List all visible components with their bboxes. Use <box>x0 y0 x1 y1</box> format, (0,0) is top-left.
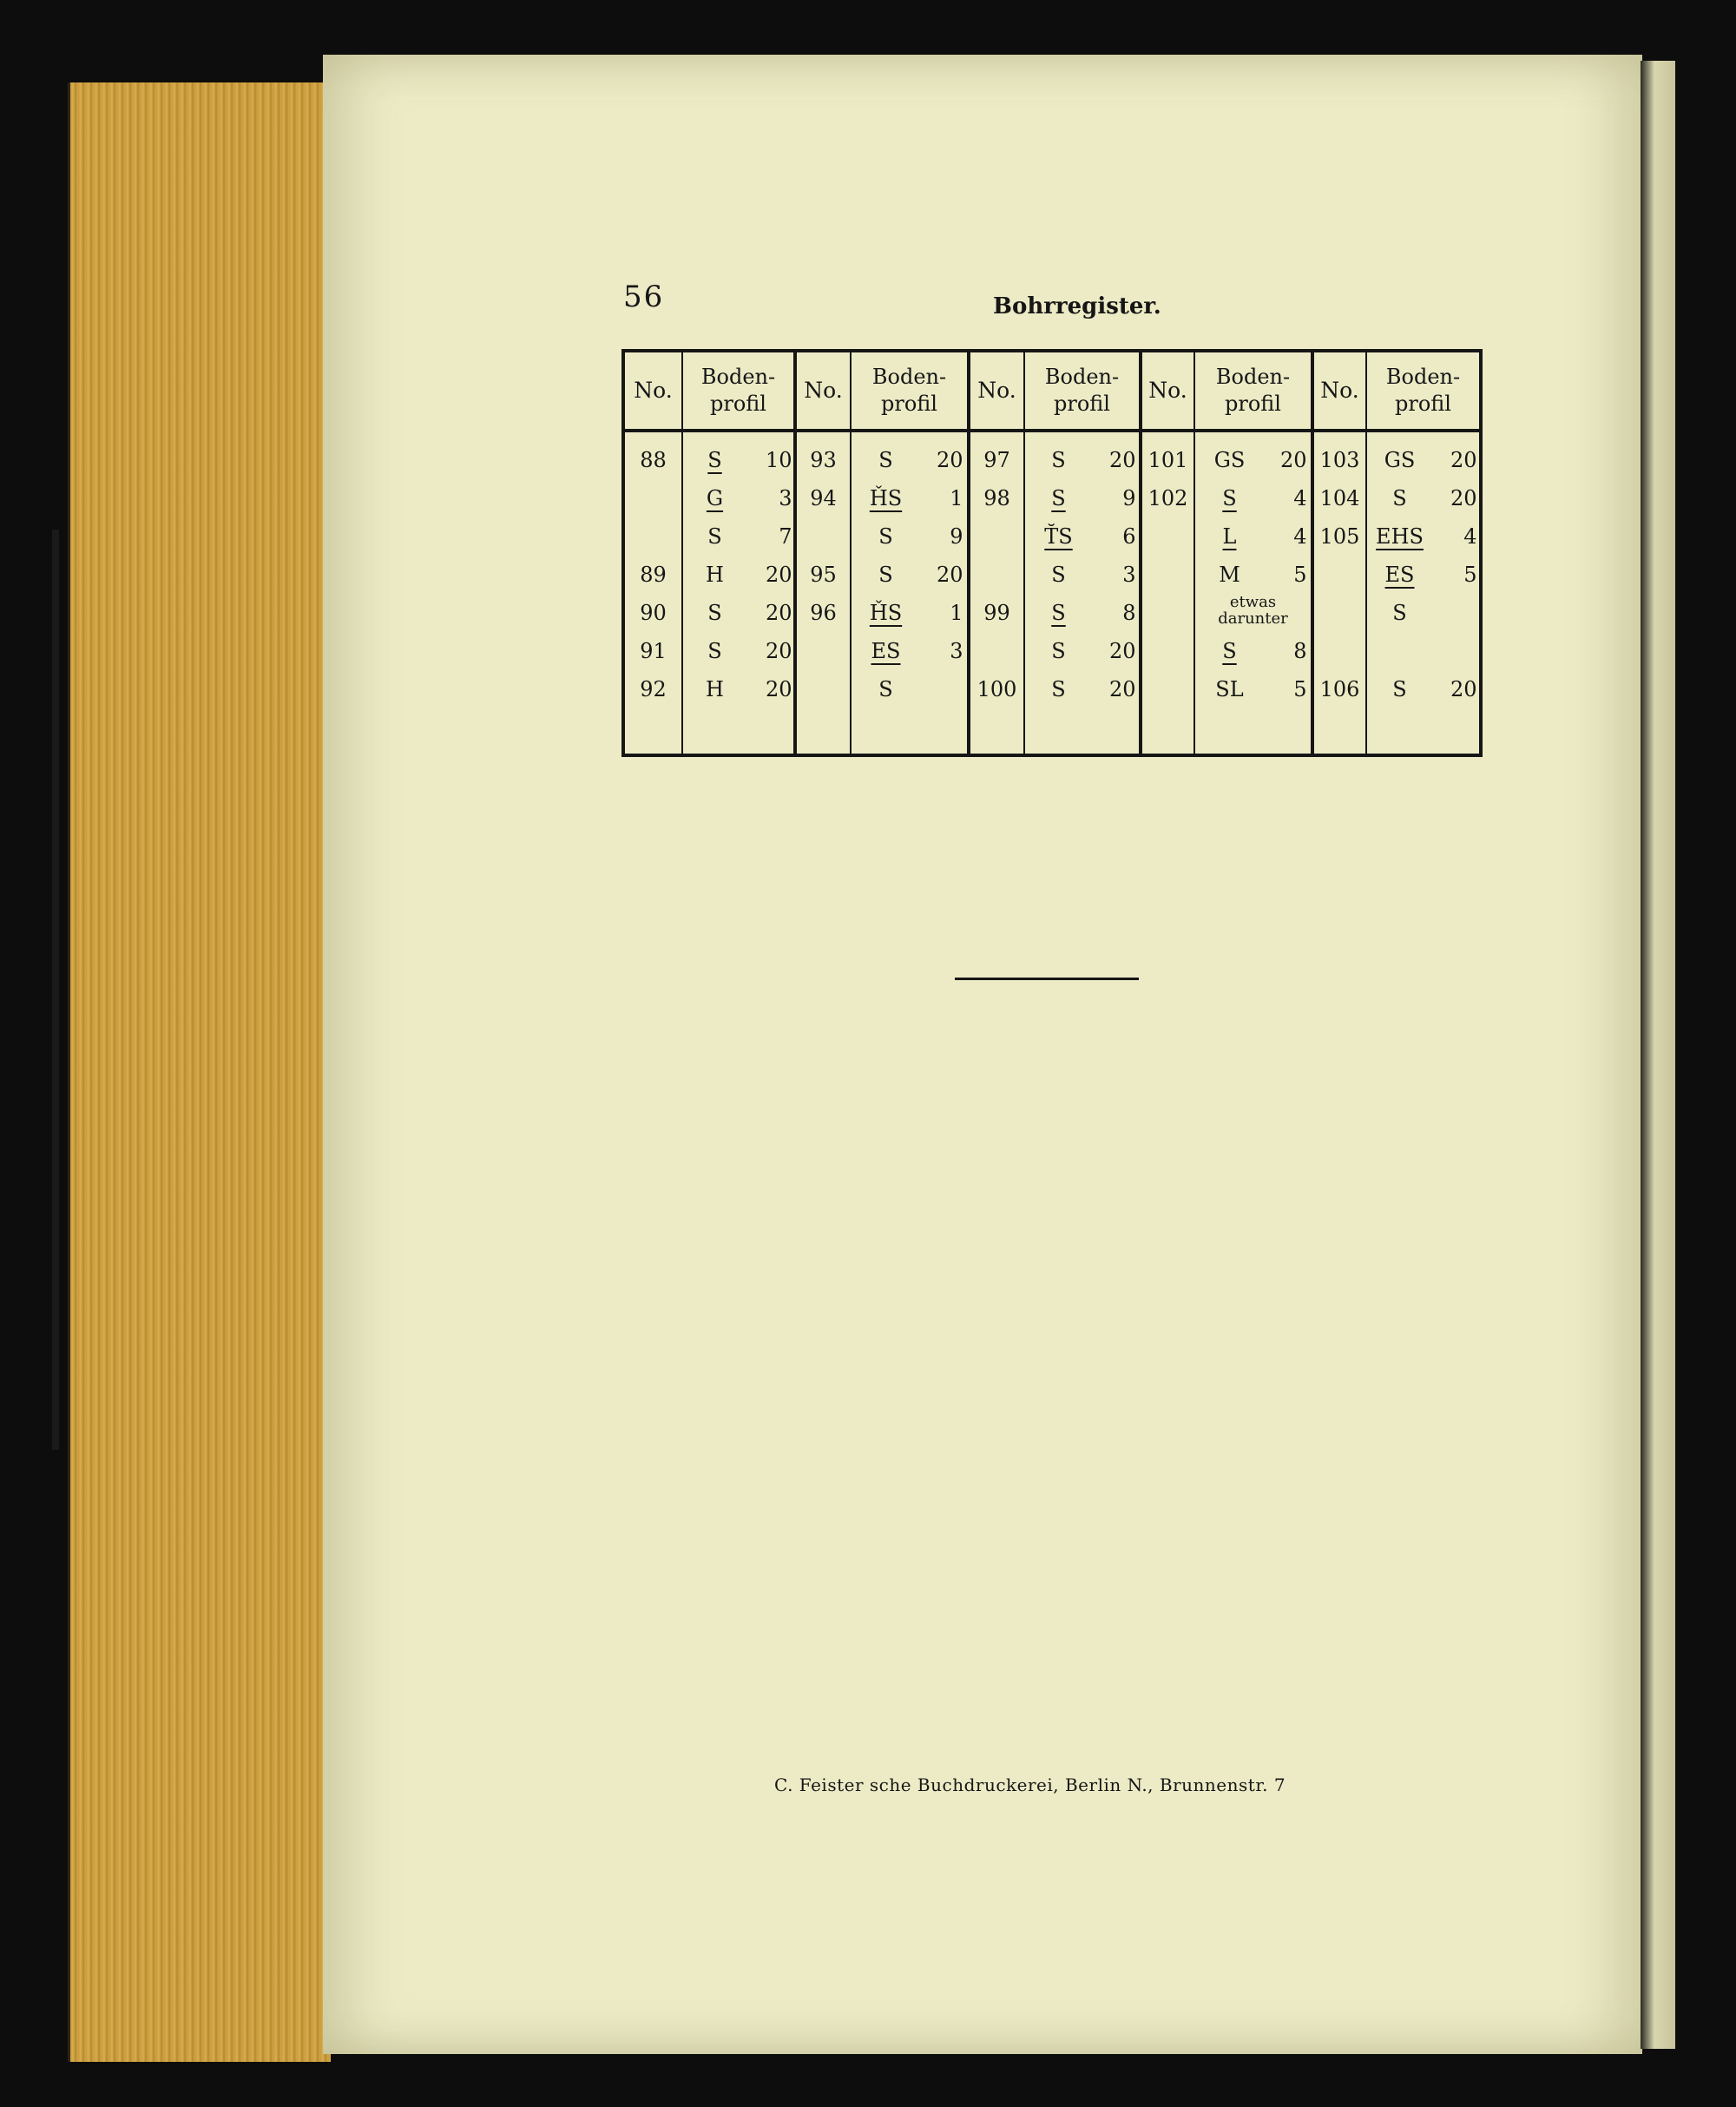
header-no: No. <box>969 351 1024 431</box>
profil-entry <box>852 670 967 708</box>
bohrung-number: 102 <box>1147 486 1188 510</box>
bohrung-number: 96 <box>810 601 837 625</box>
header-no: No. <box>1312 351 1366 431</box>
depth-value: 20 <box>1279 448 1307 472</box>
depth-value: 8 <box>1293 639 1307 663</box>
bohrung-number <box>625 479 681 517</box>
depth-value: 20 <box>1108 677 1136 701</box>
printer-imprint: C. Feister sche Buchdruckerei, Berlin N., Brunnenstr. 7 <box>774 1774 1286 1795</box>
soil-symbol: H <box>706 677 724 701</box>
no-column <box>1312 431 1366 755</box>
bohrung-number <box>1314 632 1365 670</box>
profil-entry <box>852 517 967 556</box>
depth-value: 9 <box>1122 486 1136 510</box>
soil-symbol: S <box>707 448 722 472</box>
soil-symbol: ȞS <box>869 601 903 625</box>
soil-symbol: T̆S <box>1044 524 1073 549</box>
depth-value: 20 <box>1108 448 1136 472</box>
soil-symbol: S <box>1051 563 1066 587</box>
profil-entry <box>1195 670 1311 708</box>
depth-value: 4 <box>1293 524 1307 549</box>
bohrung-number: 103 <box>1319 448 1360 472</box>
soil-symbol: H <box>706 563 724 587</box>
depth-value: 9 <box>950 524 963 549</box>
profil-entry <box>1195 632 1311 670</box>
no-column <box>795 431 851 755</box>
depth-value: 5 <box>1293 563 1307 587</box>
bohrung-number <box>970 632 1023 670</box>
depth-value: 20 <box>765 563 792 587</box>
no-column <box>1141 431 1194 755</box>
page-number: 56 <box>623 280 665 314</box>
bodenprofil-column <box>1024 431 1141 755</box>
profil-entry <box>1195 556 1311 594</box>
running-head: Bohrregister. <box>993 293 1161 319</box>
bohrung-number <box>797 670 850 708</box>
depth-value: 4 <box>1293 486 1307 510</box>
bohrung-number: 104 <box>1319 486 1360 510</box>
soil-symbol: M <box>1219 563 1240 587</box>
profil-entry <box>852 632 967 670</box>
profil-entry <box>852 441 967 479</box>
header-bodenprofil: Boden- profil <box>682 351 795 431</box>
soil-symbol: S <box>878 677 893 701</box>
bohrung-number: 100 <box>976 677 1017 701</box>
header-row <box>623 351 1481 431</box>
bohrung-number: 93 <box>810 448 837 472</box>
profil-entry <box>1367 441 1479 479</box>
soil-symbol: S <box>707 524 722 549</box>
profil-entry <box>683 556 793 594</box>
bohrung-number: 94 <box>810 486 837 510</box>
bohrung-number: 92 <box>640 677 667 701</box>
soil-symbol: S <box>1051 601 1066 625</box>
depth-value: 7 <box>779 524 792 549</box>
profil-entry <box>1367 556 1479 594</box>
header-no: No. <box>795 351 851 431</box>
depth-value: 20 <box>1450 486 1477 510</box>
soil-symbol: ES <box>871 639 901 663</box>
bohrung-number: 105 <box>1319 524 1360 549</box>
profil-entry <box>1025 594 1139 632</box>
closing-rule <box>955 978 1139 980</box>
bohrung-number <box>1142 556 1194 594</box>
facing-page-edge <box>1641 61 1675 2049</box>
soil-symbol: GS <box>1384 448 1416 472</box>
bohrung-number: 101 <box>1147 448 1188 472</box>
bohrung-number: 95 <box>810 563 837 587</box>
bohrung-number: 106 <box>1319 677 1360 701</box>
depth-value: 5 <box>1293 677 1307 701</box>
bohrung-number: 99 <box>983 601 1010 625</box>
profil-entry <box>1367 517 1479 556</box>
depth-value: 20 <box>936 448 963 472</box>
depth-value <box>1443 632 1477 670</box>
bohrung-number <box>797 632 850 670</box>
depth-value: 1 <box>950 486 963 510</box>
soil-symbol: SL <box>1215 677 1244 701</box>
profil-entry <box>683 441 793 479</box>
profil-entry <box>683 517 793 556</box>
no-column <box>623 431 682 755</box>
soil-symbol: EHS <box>1376 524 1424 549</box>
header-bodenprofil: Boden- profil <box>1366 351 1481 431</box>
soil-symbol: S <box>1392 677 1407 701</box>
profil-entry <box>1367 594 1479 632</box>
soil-symbol: S <box>1051 448 1066 472</box>
depth-value: 4 <box>1463 524 1477 549</box>
profil-entry <box>852 479 967 517</box>
bodenprofil-column <box>1366 431 1481 755</box>
bodenprofil-column <box>682 431 795 755</box>
depth-value: 20 <box>765 601 792 625</box>
profil-entry <box>1025 556 1139 594</box>
profil-entry <box>1367 479 1479 517</box>
soil-symbol: S <box>1222 486 1237 510</box>
bohrung-number <box>797 708 850 747</box>
depth-value: 20 <box>1108 639 1136 663</box>
profil-entry <box>683 632 793 670</box>
depth-value: 3 <box>950 639 963 663</box>
soil-symbol: G <box>706 486 724 510</box>
profil-entry <box>1025 479 1139 517</box>
profil-entry <box>1025 441 1139 479</box>
depth-value: 6 <box>1122 524 1136 549</box>
soil-symbol: S <box>707 639 722 663</box>
soil-symbol: ȞS <box>869 486 903 510</box>
bohrung-number <box>1142 517 1194 556</box>
depth-value: 3 <box>779 486 792 510</box>
header-no: No. <box>1141 351 1194 431</box>
bohrung-number: 97 <box>983 448 1010 472</box>
soil-symbol: S <box>1222 639 1237 663</box>
spine-shadow <box>52 530 59 1450</box>
bohrung-number <box>797 517 850 556</box>
depth-value: 5 <box>1463 563 1477 587</box>
depth-value: 20 <box>1450 677 1477 701</box>
profil-entry <box>1025 517 1139 556</box>
bodenprofil-column <box>851 431 969 755</box>
depth-value: 10 <box>765 448 792 472</box>
bohrung-number <box>1142 670 1194 708</box>
bohrung-number: 88 <box>640 448 667 472</box>
bohrung-number: 91 <box>640 639 667 663</box>
soil-symbol: S <box>878 563 893 587</box>
bohrung-number: 89 <box>640 563 667 587</box>
depth-value <box>929 670 963 708</box>
depth-value: 20 <box>1450 448 1477 472</box>
soil-symbol: S <box>1392 486 1407 510</box>
profil-entry <box>683 479 793 517</box>
header-no: No. <box>623 351 682 431</box>
bohrung-number <box>625 517 681 556</box>
bodenprofil-column <box>1194 431 1312 755</box>
soil-symbol: S <box>1051 677 1066 701</box>
soil-symbol: S <box>707 601 722 625</box>
profil-entry <box>1195 517 1311 556</box>
profil-entry <box>1367 632 1479 670</box>
soil-symbol: S <box>1051 639 1066 663</box>
bohrung-number <box>1142 632 1194 670</box>
profil-entry <box>1025 670 1139 708</box>
profil-entry <box>683 670 793 708</box>
depth-value: 1 <box>950 601 963 625</box>
soil-symbol: S <box>1051 486 1066 510</box>
soil-symbol: S <box>878 524 893 549</box>
header-bodenprofil: Boden- profil <box>1194 351 1312 431</box>
bohrregister-table <box>621 349 1483 757</box>
bohrung-number <box>1314 594 1365 632</box>
profil-entry <box>683 594 793 632</box>
depth-value: 20 <box>936 563 963 587</box>
profil-entry <box>1195 441 1311 479</box>
soil-symbol: S <box>878 448 893 472</box>
no-column <box>969 431 1024 755</box>
bohrung-number <box>1142 594 1194 632</box>
soil-symbol <box>1370 632 1430 670</box>
bohrung-number <box>970 556 1023 594</box>
bohrung-number <box>970 517 1023 556</box>
depth-value <box>1443 594 1477 632</box>
page-edges <box>68 82 331 2062</box>
depth-value: 8 <box>1122 601 1136 625</box>
depth-value: 20 <box>765 677 792 701</box>
bohrung-number <box>1314 556 1365 594</box>
bohrung-number: 90 <box>640 601 667 625</box>
depth-value: 3 <box>1122 563 1136 587</box>
body-row <box>623 431 1481 755</box>
soil-symbol: S <box>1392 601 1407 625</box>
profil-entry <box>852 556 967 594</box>
depth-value: 20 <box>765 639 792 663</box>
soil-symbol: L <box>1222 524 1237 549</box>
soil-symbol: GS <box>1213 448 1246 472</box>
soil-symbol: ES <box>1384 563 1415 587</box>
profil-entry <box>852 594 967 632</box>
bohrung-number: 98 <box>983 486 1010 510</box>
profil-entry <box>1025 632 1139 670</box>
profil-entry <box>1367 670 1479 708</box>
header-bodenprofil: Boden- profil <box>851 351 969 431</box>
header-bodenprofil: Boden- profil <box>1024 351 1141 431</box>
profil-note: etwas darunter <box>1218 593 1288 628</box>
profil-entry <box>1195 479 1311 517</box>
